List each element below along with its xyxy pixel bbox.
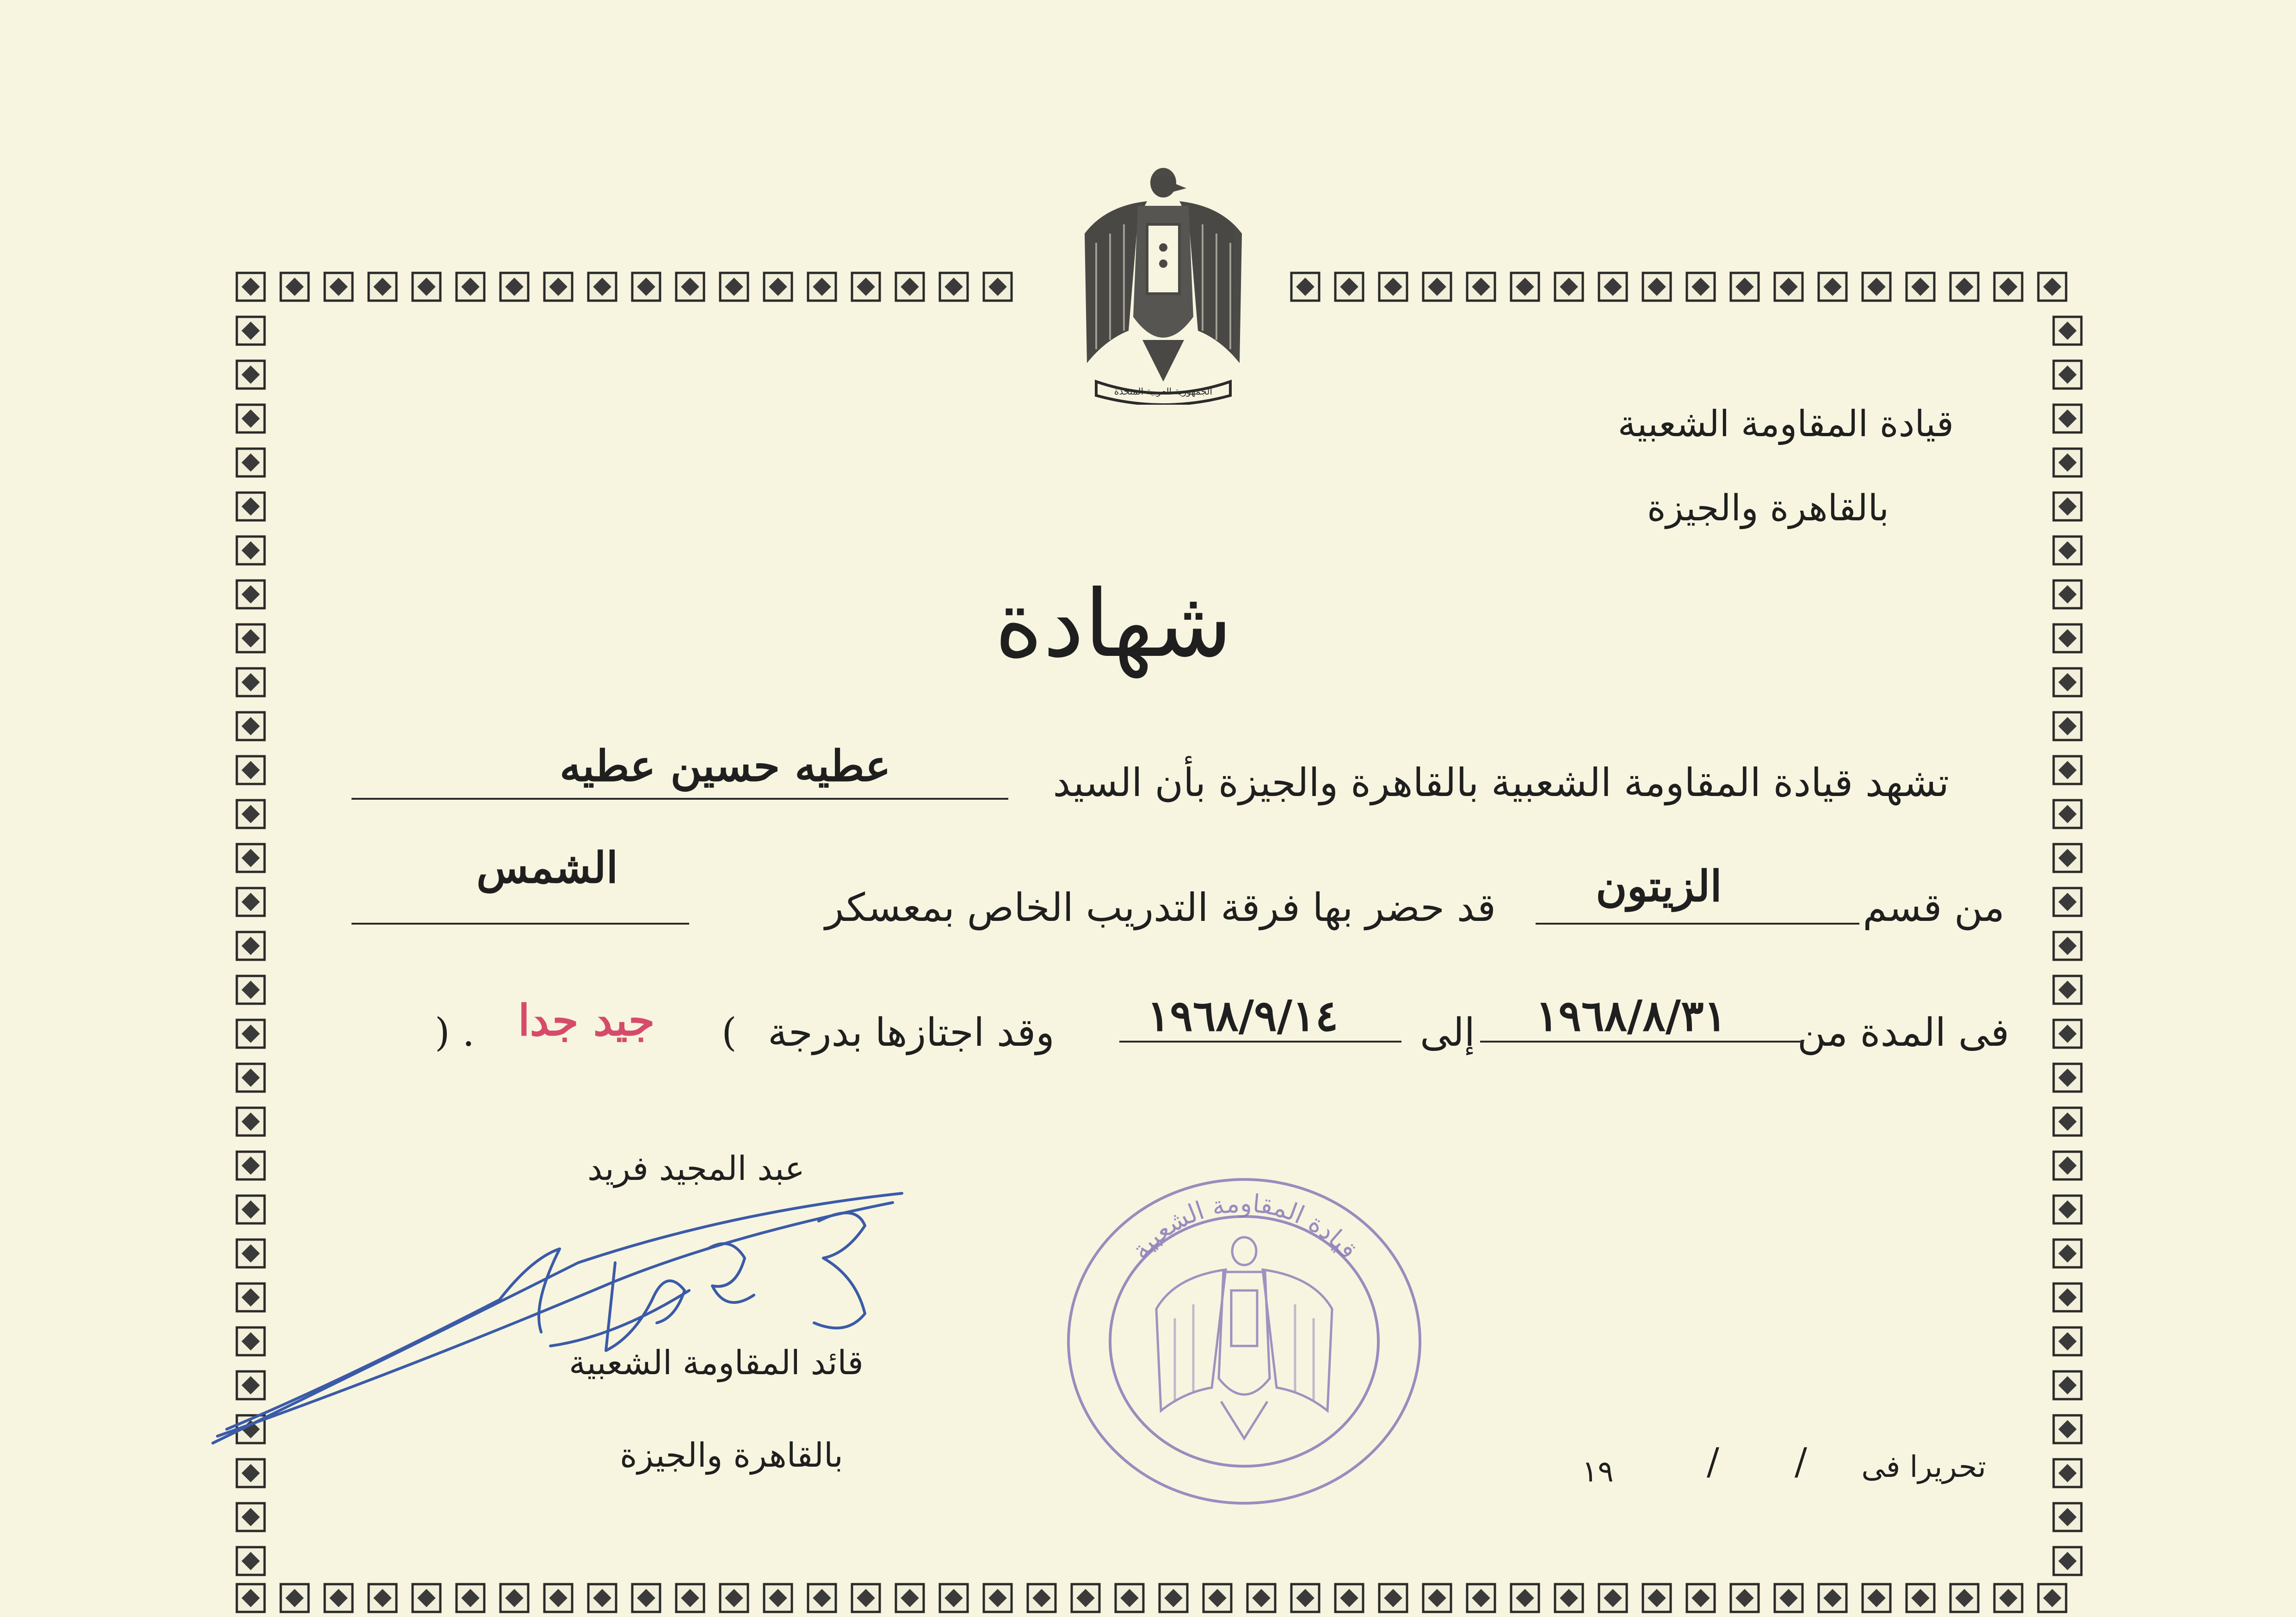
border-tile [1863, 273, 1890, 301]
border-tile [237, 1547, 265, 1575]
date-slash-2: / [1707, 1440, 1719, 1483]
border-tile [544, 1584, 572, 1612]
dated-label: تحريرا فى [1861, 1450, 1986, 1484]
border-tile [2054, 361, 2081, 389]
border-tile [2054, 1371, 2081, 1399]
grade-text: وقد اجتازها بدرجة [768, 1010, 1055, 1055]
border-tile [237, 273, 265, 301]
organization-line-1: قيادة المقاومة الشعبية [1617, 403, 1954, 445]
border-tile [281, 273, 309, 301]
border-tile [413, 273, 440, 301]
border-tile [457, 273, 484, 301]
grade-value: جيد جدا [518, 995, 655, 1045]
border-tile [500, 273, 528, 301]
border-tile [2054, 580, 2081, 608]
border-tile [2054, 1240, 2081, 1267]
border-tile [237, 1020, 265, 1048]
border-tile [457, 1584, 484, 1612]
border-tile [2054, 712, 2081, 740]
organization-line-2: بالقاهرة والجيزة [1647, 488, 1889, 529]
border-tile [808, 273, 836, 301]
border-tile [2054, 493, 2081, 520]
border-tile [281, 1584, 309, 1612]
border-tile [2054, 668, 2081, 696]
border-tile [896, 1584, 924, 1612]
border-tile [1643, 273, 1671, 301]
border-tile [676, 1584, 704, 1612]
body-line-1-text: تشهد قيادة المقاومة الشعبية بالقاهرة والجيزة بأن السيد [1053, 760, 1949, 805]
border-tile [237, 976, 265, 1004]
border-tile [764, 1584, 792, 1612]
border-tile [2054, 1284, 2081, 1311]
border-tile [237, 537, 265, 564]
border-tile [237, 932, 265, 960]
border-tile [1379, 1584, 1407, 1612]
from-date: ١٩٦٨/٨/٣١ [1536, 991, 1727, 1041]
border-tile [764, 273, 792, 301]
border-tile [2054, 1503, 2081, 1531]
border-tile [2054, 844, 2081, 872]
border-tile [237, 756, 265, 784]
border-tile [2054, 1152, 2081, 1179]
border-tile [2054, 1547, 2081, 1575]
border-tile [1775, 1584, 1802, 1612]
border-tile [325, 1584, 352, 1612]
border-tile [237, 449, 265, 476]
border-tile [1643, 1584, 1671, 1612]
border-tile [1775, 273, 1802, 301]
border-tile [237, 624, 265, 652]
to-date: ١٩٦٨/٩/١٤ [1147, 991, 1339, 1041]
from-date-fill-line [1480, 1041, 1804, 1043]
border-tile [237, 493, 265, 520]
border-tile [2054, 537, 2081, 564]
border-tile [2054, 1108, 2081, 1136]
border-tile [237, 580, 265, 608]
section-fill-line [1536, 923, 1859, 925]
border-tile [940, 273, 968, 301]
border-tile [237, 1108, 265, 1136]
border-tile [1687, 273, 1715, 301]
border-tile [1950, 1584, 1978, 1612]
body-line-3-prefix: فى المدة من [1797, 1010, 2009, 1055]
border-tile [1335, 1584, 1363, 1612]
border-tile [1994, 1584, 2022, 1612]
border-tile [1994, 273, 2022, 301]
border-tile [1379, 273, 1407, 301]
border-tile [1907, 273, 1934, 301]
border-tile [1687, 1584, 1715, 1612]
to-date-fill-line [1119, 1041, 1401, 1043]
border-tile [237, 1064, 265, 1092]
border-tile [1072, 1584, 1099, 1612]
border-tile [1731, 1584, 1759, 1612]
border-tile [632, 1584, 660, 1612]
border-tile [1907, 1584, 1934, 1612]
border-tile [588, 273, 616, 301]
border-tile [1423, 1584, 1451, 1612]
signatory-name: عبد المجيد فريد [587, 1149, 805, 1188]
name-fill-line [352, 798, 1008, 800]
border-tile [2054, 405, 2081, 432]
grade-close-paren: ) . [435, 1010, 475, 1055]
border-tile [1599, 1584, 1627, 1612]
border-tile [1555, 273, 1583, 301]
border-tile [632, 273, 660, 301]
border-tile [2054, 1064, 2081, 1092]
border-tile [1819, 273, 1846, 301]
border-tile [237, 1584, 265, 1612]
border-tile [940, 1584, 968, 1612]
page-title: شهادة [994, 570, 1233, 678]
border-tile [2054, 1459, 2081, 1487]
border-tile [720, 1584, 748, 1612]
border-tile [588, 1584, 616, 1612]
border-tile [896, 273, 924, 301]
border-tile [237, 1459, 265, 1487]
person-name: عطيه حسين عطيه [560, 741, 891, 791]
official-stamp [1059, 1170, 1429, 1512]
signatory-title-line-2: بالقاهرة والجيزة [620, 1436, 843, 1475]
border-tile [2038, 273, 2066, 301]
body-line-2-prefix: من قسم [1863, 885, 2005, 930]
signature [199, 1184, 920, 1462]
border-tile [2054, 976, 2081, 1004]
border-tile [237, 317, 265, 345]
border-tile [1160, 1584, 1187, 1612]
camp-name: الشمس [476, 843, 618, 893]
border-tile [1731, 273, 1759, 301]
border-tile [2054, 1020, 2081, 1048]
border-tile [1511, 1584, 1539, 1612]
border-tile [544, 273, 572, 301]
border-tile [2054, 1415, 2081, 1443]
border-tile [237, 712, 265, 740]
border-tile [237, 405, 265, 432]
border-tile [2054, 800, 2081, 828]
border-tile [2054, 888, 2081, 916]
border-tile [237, 1152, 265, 1179]
dated-year-prefix: ١٩ [1582, 1455, 1614, 1489]
border-tile [1116, 1584, 1143, 1612]
border-tile [1291, 273, 1319, 301]
border-tile [237, 1503, 265, 1531]
border-tile [984, 273, 1012, 301]
stamp-text: قيادة المقاومة الشعبية [1125, 1188, 1363, 1265]
border-tile [1467, 273, 1495, 301]
border-tile [237, 844, 265, 872]
border-tile [2054, 932, 2081, 960]
emblem-scroll-text: الجمهورية العربية المتحدة [1114, 386, 1213, 397]
border-tile [2054, 317, 2081, 345]
border-tile [852, 273, 880, 301]
border-tile [720, 273, 748, 301]
signatory-title-line-1: قائد المقاومة الشعبية [569, 1343, 864, 1382]
border-tile [1555, 1584, 1583, 1612]
border-tile [1950, 273, 1978, 301]
border-tile [413, 1584, 440, 1612]
border-tile [1028, 1584, 1055, 1612]
border-tile [1599, 273, 1627, 301]
border-tile [1247, 1584, 1275, 1612]
border-tile [2054, 449, 2081, 476]
border-tile [1423, 273, 1451, 301]
eagle-emblem-icon [1078, 164, 1249, 405]
border-tile [2054, 1196, 2081, 1223]
border-tile [1204, 1584, 1231, 1612]
border-tile [237, 361, 265, 389]
border-tile [325, 273, 352, 301]
border-tile [1819, 1584, 1846, 1612]
border-tile [2054, 756, 2081, 784]
section-name: الزيتون [1596, 861, 1722, 911]
border-tile [1335, 273, 1363, 301]
border-tile [1291, 1584, 1319, 1612]
to-word: إلى [1420, 1010, 1475, 1055]
border-tile [1511, 273, 1539, 301]
border-tile [852, 1584, 880, 1612]
border-tile [984, 1584, 1012, 1612]
body-line-2-middle: قد حضر بها فرقة التدريب الخاص بمعسكر [825, 885, 1496, 930]
grade-open-paren: ( [722, 1010, 737, 1055]
date-slash-1: / [1795, 1440, 1807, 1483]
border-tile [2054, 1327, 2081, 1355]
border-tile [237, 800, 265, 828]
border-tile [369, 1584, 396, 1612]
border-tile [500, 1584, 528, 1612]
border-tile [237, 668, 265, 696]
border-tile [808, 1584, 836, 1612]
border-tile [676, 273, 704, 301]
border-tile [2038, 1584, 2066, 1612]
border-tile [237, 888, 265, 916]
border-tile [1467, 1584, 1495, 1612]
border-tile [2054, 624, 2081, 652]
camp-fill-line [352, 923, 689, 925]
border-tile [1863, 1584, 1890, 1612]
border-tile [369, 273, 396, 301]
